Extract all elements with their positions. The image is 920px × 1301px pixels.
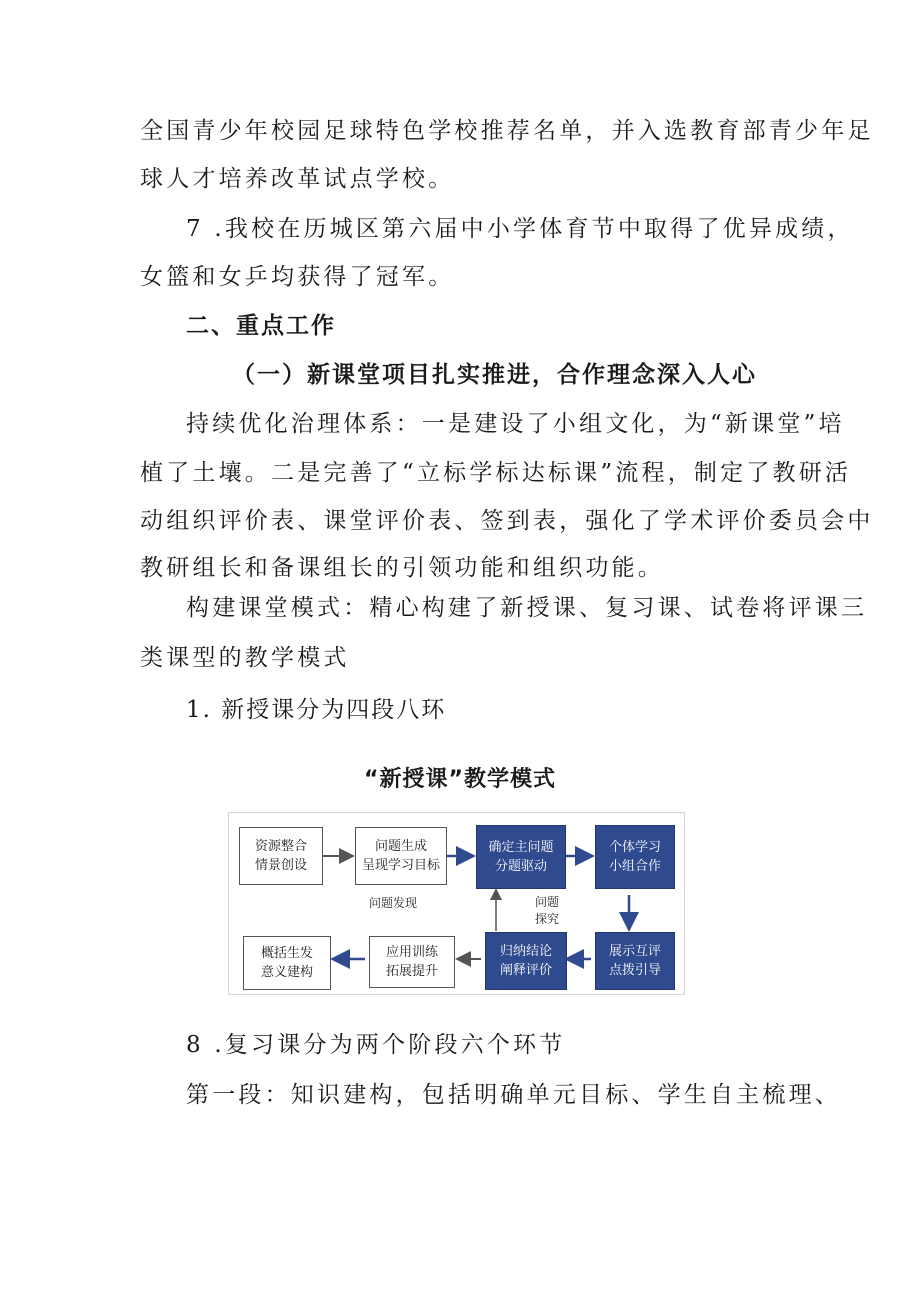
list-item: 1. 新授课分为四段八环	[186, 697, 447, 723]
paragraph-line: 持续优化治理体系：一是建设了小组文化，为“新课堂”培	[186, 411, 845, 437]
stage-box: 资源整合 情景创设	[239, 827, 323, 885]
stage-box: 应用训练 拓展提升	[369, 936, 455, 988]
label-problem-explore-1: 问题	[535, 895, 560, 909]
stage-box: 确定主问题 分题驱动	[476, 825, 566, 889]
stage-box: 概括生发 意义建构	[243, 936, 331, 990]
label-problem-explore-2: 探究	[535, 912, 560, 926]
paragraph-line: 7 .我校在历城区第六届中小学体育节中取得了优异成绩，	[186, 216, 854, 242]
stage-box: 展示互评 点拨引导	[595, 932, 675, 990]
paragraph-line: 植了土壤。二是完善了“立标学标达标课”流程，制定了教研活	[140, 460, 852, 486]
subsection-heading: （一）新课堂项目扎实推进，合作理念深入人心	[232, 362, 757, 388]
list-item: 8 .复习课分为两个阶段六个环节	[186, 1032, 566, 1058]
stage-box: 个体学习 小组合作	[595, 825, 675, 889]
section-heading: 二、重点工作	[186, 313, 336, 339]
paragraph-line: 全国青少年校园足球特色学校推荐名单，并入选教育部青少年足	[140, 118, 874, 144]
paragraph-line: 女篮和女乒均获得了冠军。	[140, 264, 455, 290]
paragraph-line: 构建课堂模式：精心构建了新授课、复习课、试卷将评课三	[186, 595, 868, 621]
teaching-model-diagram	[228, 812, 685, 995]
paragraph-line: 动组织评价表、课堂评价表、签到表，强化了学术评价委员会中	[140, 508, 874, 534]
paragraph-line: 类课型的教学模式	[140, 645, 350, 671]
figure-title: “新授课”教学模式	[364, 767, 556, 792]
paragraph-line: 教研组长和备课组长的引领功能和组织功能。	[140, 555, 664, 581]
paragraph-line: 球人才培养改革试点学校。	[140, 166, 455, 192]
stage-box: 问题生成 呈现学习目标	[355, 827, 447, 885]
label-problem-discovery: 问题发现	[369, 896, 418, 910]
paragraph-line: 第一段：知识建构，包括明确单元目标、学生自主梳理、	[186, 1082, 841, 1108]
stage-box: 归纳结论 阐释评价	[485, 932, 567, 990]
